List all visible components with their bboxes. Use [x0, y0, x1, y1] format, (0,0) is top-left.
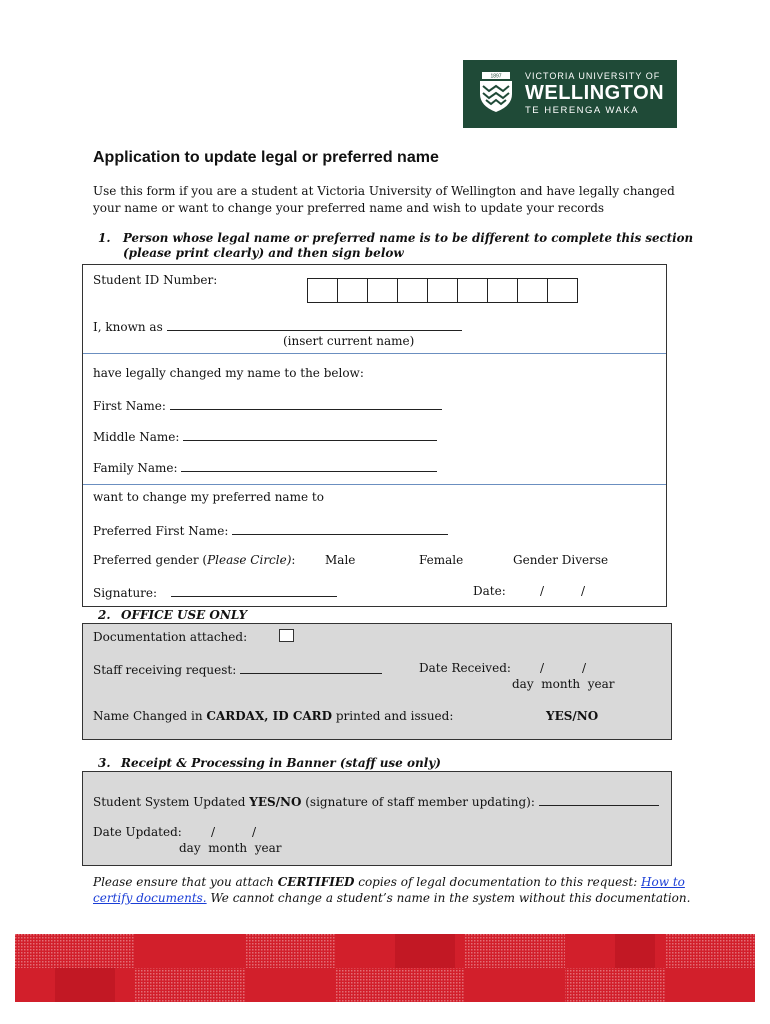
student-id-cell[interactable] [517, 278, 547, 303]
preferred-first-field[interactable] [232, 522, 448, 535]
middle-name-label: Middle Name: [93, 430, 180, 444]
office-use-box [82, 623, 672, 740]
gender-option-diverse[interactable]: Gender Diverse [513, 553, 609, 567]
known-as-hint: (insert current name) [283, 334, 415, 348]
date-slash: / [581, 584, 586, 598]
section3-heading: Receipt & Processing in Banner (staff use only) [121, 756, 441, 770]
staff-signature-field[interactable] [539, 793, 659, 806]
legal-change-label: have legally changed my name to the below: [93, 366, 364, 380]
section1-heading-line2: (please print clearly) and then sign below [123, 246, 404, 260]
system-updated-label: Student System Updated YES/NO (signature of staff member updating): [93, 795, 535, 809]
date-slash: / [582, 661, 587, 675]
logo-line1: VICTORIA UNIVERSITY OF [525, 71, 661, 81]
family-name-label: Family Name: [93, 461, 178, 475]
crest-icon [479, 72, 513, 112]
known-as-field[interactable] [167, 318, 462, 331]
page-title: Application to update legal or preferred name [93, 149, 439, 166]
logo-line2: WELLINGTON [525, 82, 665, 104]
student-id-cell[interactable] [487, 278, 517, 303]
student-id-grid[interactable] [307, 278, 578, 303]
name-changed-label: Name Changed in CARDAX, ID CARD printed and issued: [93, 709, 454, 723]
section1-number: 1. [98, 231, 111, 245]
date-slash: / [540, 661, 545, 675]
documentation-label: Documentation attached: [93, 630, 248, 644]
certify-link[interactable]: How to certify documents. [93, 875, 685, 905]
gender-option-female[interactable]: Female [419, 553, 464, 567]
family-name-field[interactable] [181, 459, 437, 472]
footnote: Please ensure that you attach CERTIFIED copies of legal documentation to this request: How to certify documents. We cannot change a student’s name in the system without this documentation. [93, 875, 691, 905]
section2-heading: OFFICE USE ONLY [121, 608, 248, 622]
divider [83, 484, 666, 485]
decorative-banner [15, 934, 755, 1002]
first-name-field[interactable] [170, 397, 442, 410]
section1-box [82, 264, 667, 607]
preferred-first-label: Preferred First Name: [93, 524, 229, 538]
student-id-cell[interactable] [367, 278, 397, 303]
yes-no-option[interactable]: YES/NO [546, 709, 599, 723]
student-id-cell[interactable] [397, 278, 427, 303]
date-caption: day month year [512, 677, 615, 691]
logo-line3: TE HERENGA WAKA [525, 105, 639, 116]
known-as-label: I, known as [93, 320, 163, 334]
banner-processing-box [82, 771, 672, 866]
date-slash: / [540, 584, 545, 598]
divider [83, 353, 666, 354]
student-id-cell[interactable] [427, 278, 457, 303]
date-caption: day month year [179, 841, 282, 855]
signature-label: Signature: [93, 586, 158, 600]
section2-number: 2. [98, 608, 111, 622]
intro-text: Use this form if you are a student at Victoria University of Wellington and have legally changed your name or want to change your preferred name and wish to update your records [93, 184, 675, 215]
university-logo [463, 60, 677, 128]
student-id-cell[interactable] [457, 278, 487, 303]
banner-pattern-icon [15, 934, 755, 1002]
date-slash: / [252, 825, 257, 839]
preferred-change-label: want to change my preferred name to [93, 490, 324, 504]
svg-text:1897: 1897 [490, 73, 502, 80]
gender-option-male[interactable]: Male [325, 553, 356, 567]
signature-field[interactable] [171, 584, 337, 597]
section3-number: 3. [98, 756, 111, 770]
first-name-label: First Name: [93, 399, 166, 413]
staff-label: Staff receiving request: [93, 663, 237, 677]
documentation-checkbox[interactable] [279, 629, 294, 642]
student-id-label: Student ID Number: [93, 273, 218, 287]
staff-field[interactable] [240, 661, 382, 674]
middle-name-field[interactable] [183, 428, 437, 441]
preferred-gender-label: Preferred gender (Please Circle): [93, 553, 296, 567]
student-id-cell[interactable] [307, 278, 337, 303]
date-updated-label: Date Updated: [93, 825, 182, 839]
date-received-label: Date Received: [419, 661, 511, 675]
section1-heading-line1: Person whose legal name or preferred name is to be different to complete this section [123, 231, 694, 245]
student-id-cell[interactable] [547, 278, 578, 303]
date-slash: / [211, 825, 216, 839]
date-label: Date: [473, 584, 506, 598]
student-id-cell[interactable] [337, 278, 367, 303]
